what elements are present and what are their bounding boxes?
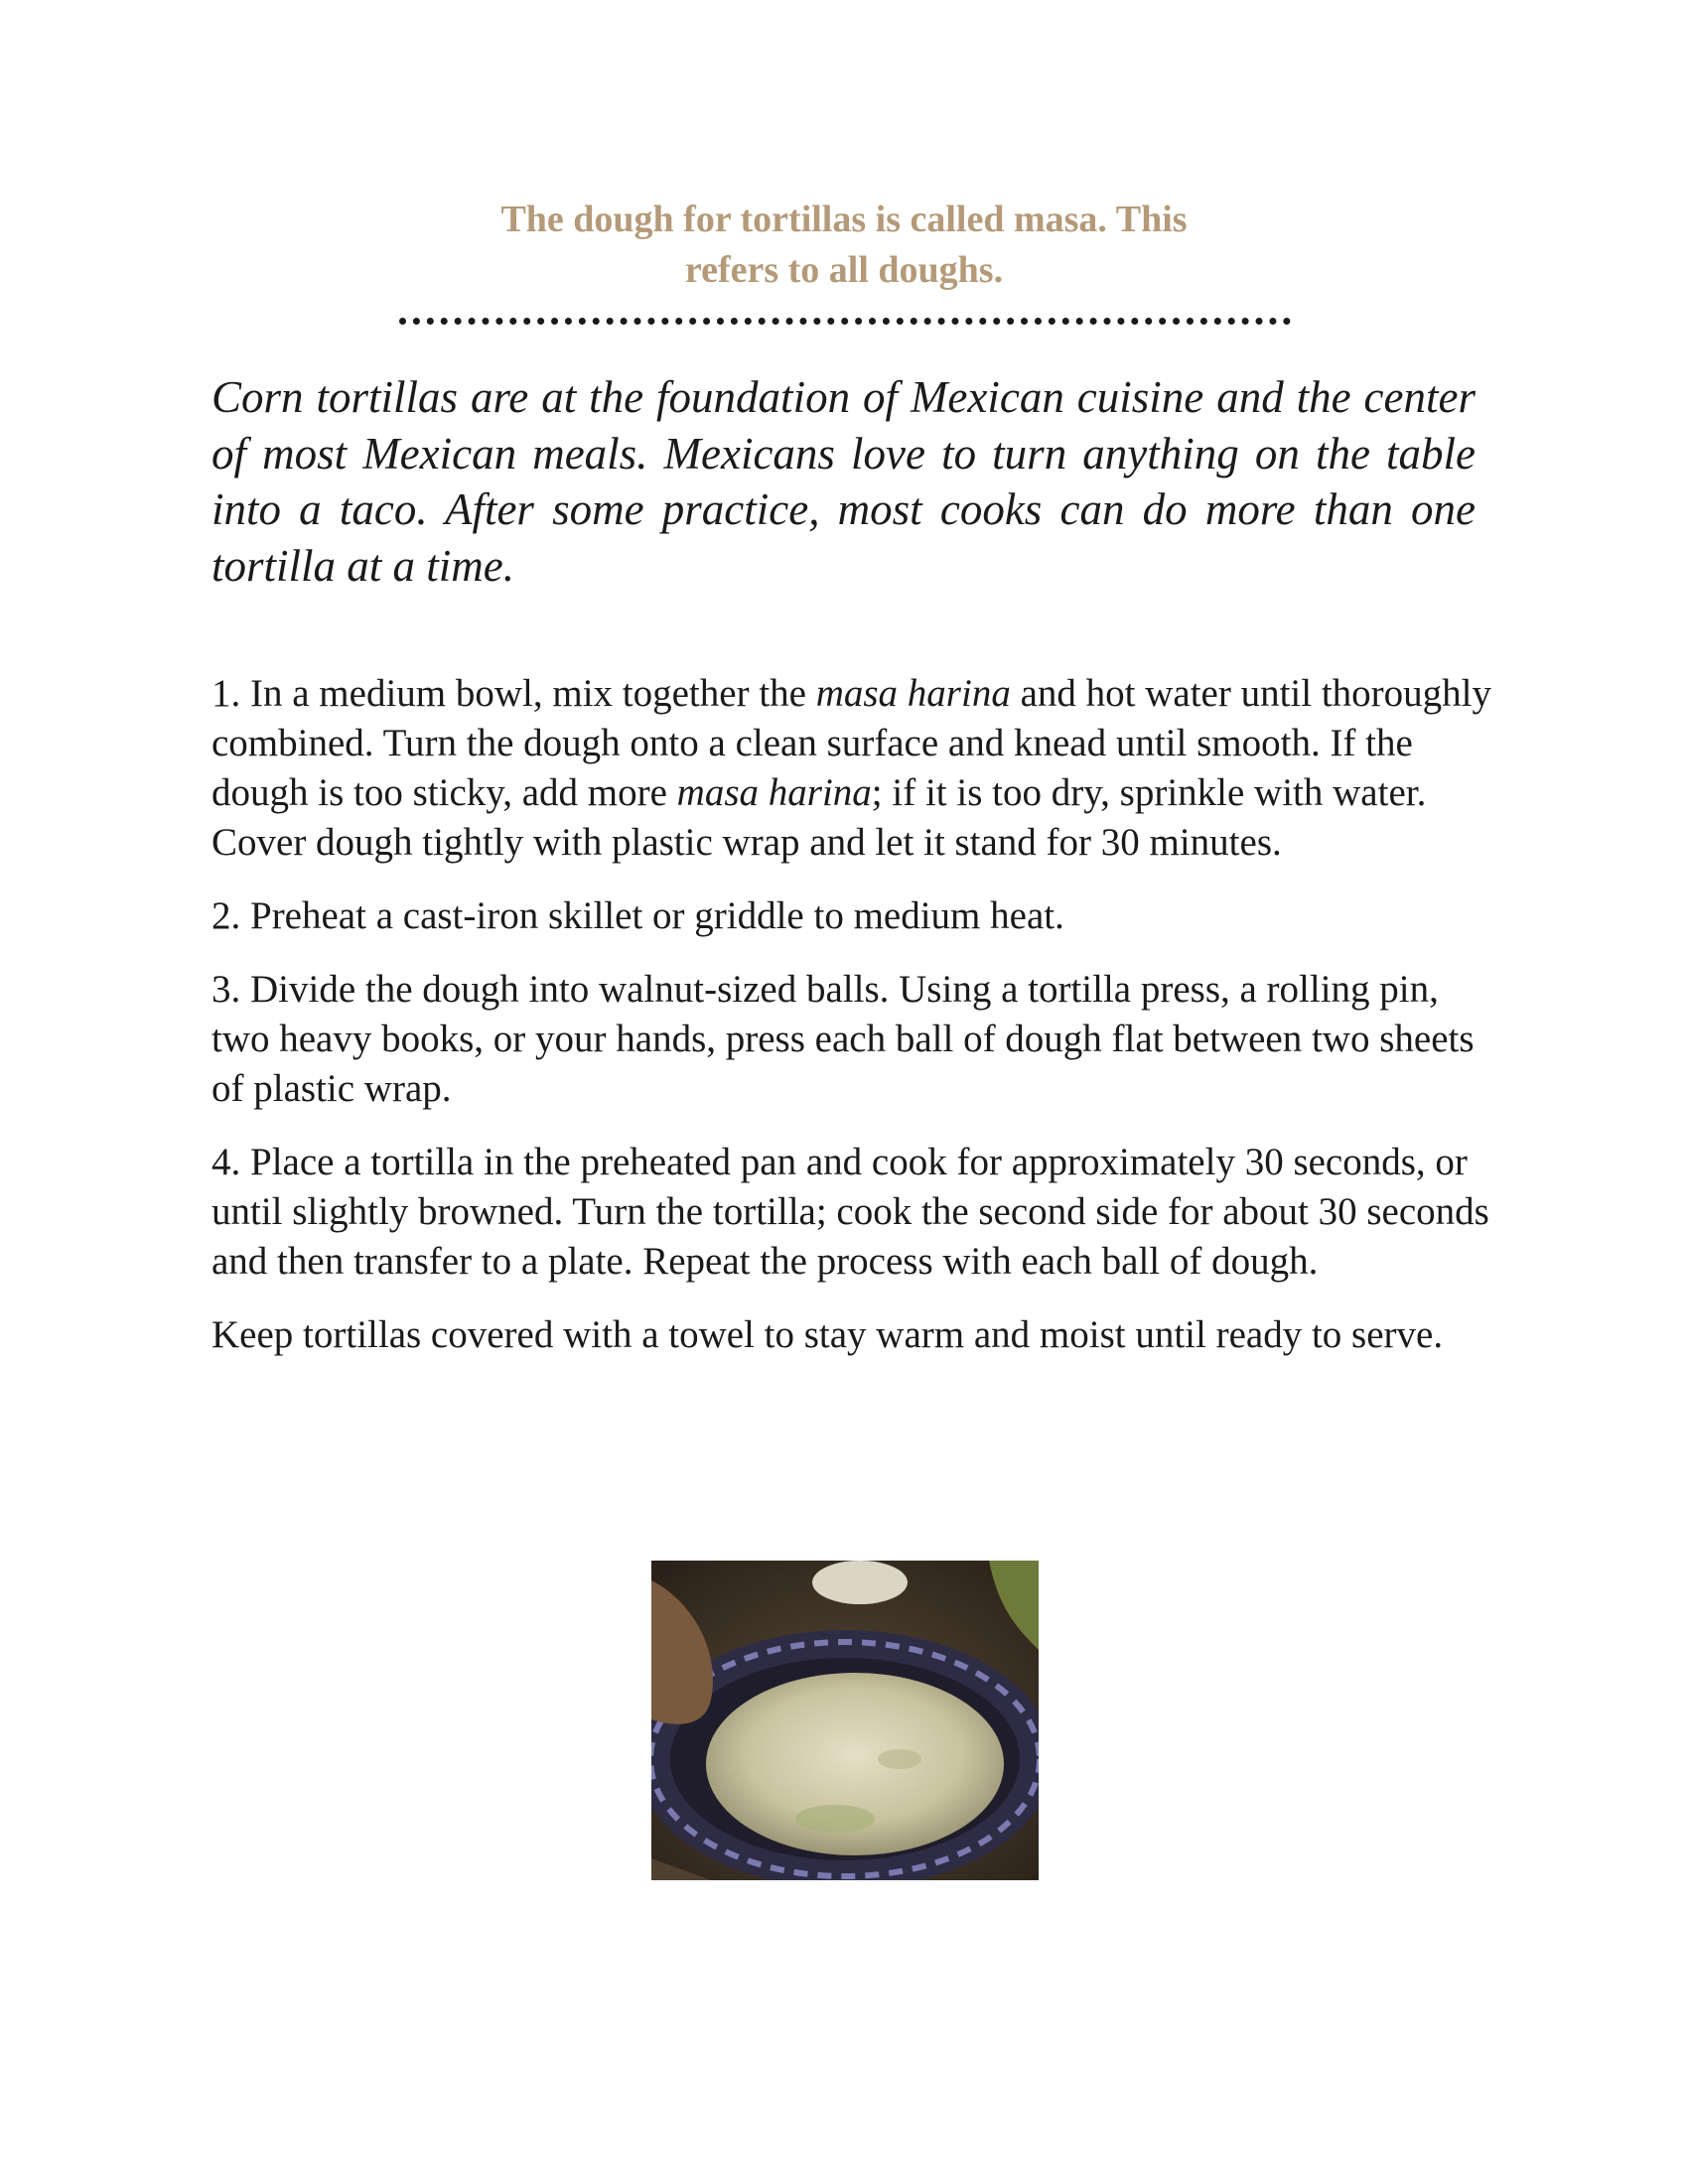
step-2: 2. Preheat a cast-iron skillet or griddle to medium heat. [211,894,1064,937]
step-1-prefix: 1. In a medium bowl, mix together the [211,672,816,715]
dough-highlight [795,1805,875,1833]
pull-quote-line-2: refers to all doughs. [684,249,1004,291]
masa-dough-photo [651,1561,1039,1880]
pull-quote-line-1: The dough for tortillas is called masa. This [500,199,1188,240]
step-1-suffix: ; if it is too dry, sprinkle with water. Cover dough tightly with plastic wrap and let it stand for 30 minutes. [211,771,1427,864]
dotted-divider [399,318,1291,325]
closing-note: Keep tortillas covered with a towel to stay warm and moist until ready to serve. [211,1313,1444,1356]
intro-paragraph: Corn tortillas are at the foundation of Mexican cuisine and the center of most Mexican meals. Mexicans love to turn anything on the table into a taco. After some practice, most cooks can do more than one tortilla at a time. [211,372,1476,591]
dough-highlight-2 [878,1749,921,1769]
recipe-steps [211,669,1492,1384]
step-4: 4. Place a tortilla in the preheated pan and cook for approximately 30 seconds, or until slightly browned. Turn the tortilla; cook the second side for about 30 seconds and then transfer to a plate. Repeat the process with each ball of dough. [211,1141,1489,1283]
step-3: 3. Divide the dough into walnut-sized balls. Using a tortilla press, a rolling pin, two heavy books, or your hands, press each ball of dough flat between two sheets of plastic wrap. [211,968,1475,1110]
step-1 [211,669,1492,868]
pull-quote [397,195,1291,296]
step-1-middle: and hot water until thoroughly combined. Turn the dough onto a clean surface and knead until smooth. If the dough is too sticky, add more [211,672,1491,814]
flour-pile-top [812,1561,908,1604]
ingredient-masa-harina: masa harina [815,672,1011,715]
masa-bowl-illustration [651,1561,1039,1880]
ingredient-masa-harina-2: masa harina [676,771,872,814]
